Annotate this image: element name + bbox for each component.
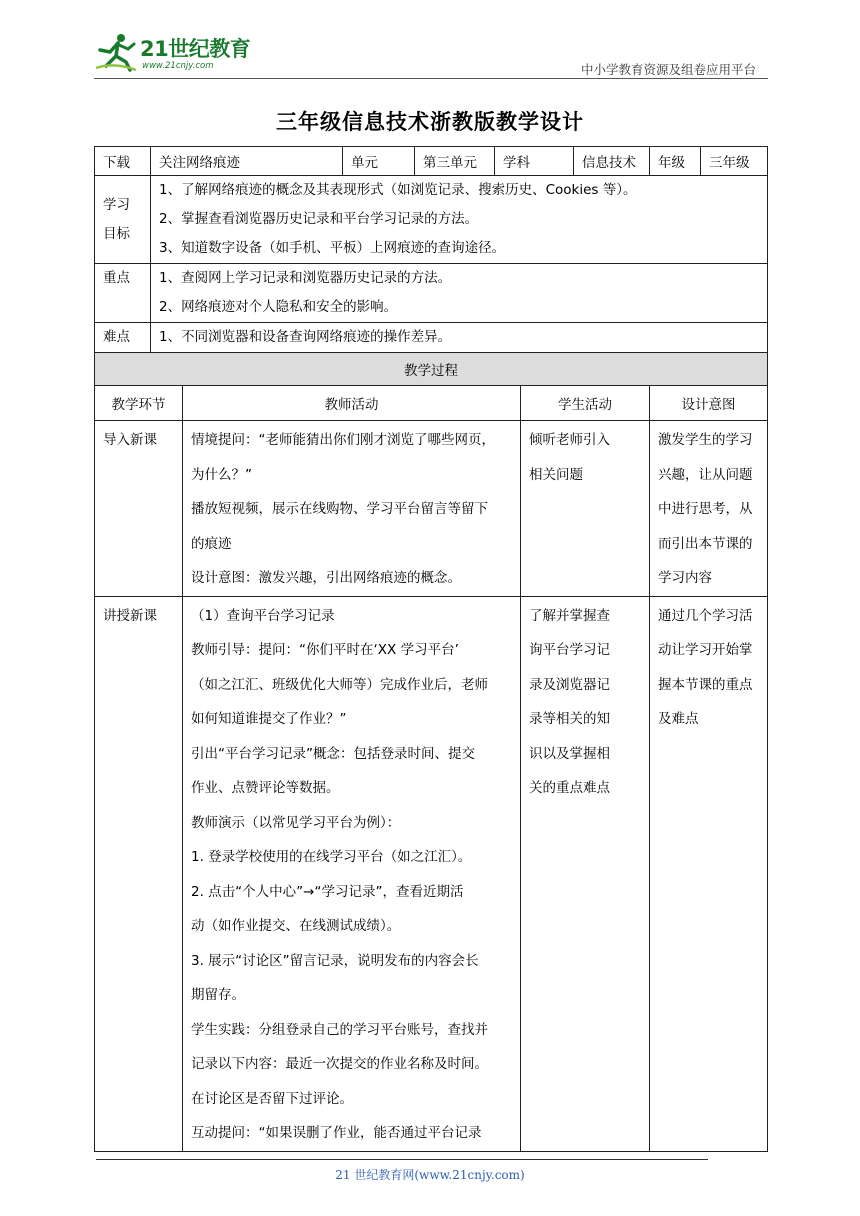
intent-line: 而引出本节课的 (658, 535, 753, 552)
process-header-row (95, 386, 768, 421)
teacher-line: 学生实践：分组登录自己的学习平台账号，查找并 (191, 1021, 488, 1038)
platform-name: 中小学教育资源及组卷应用平台 (580, 62, 756, 77)
goals-content (151, 176, 768, 264)
header-teacher: 教师活动 (183, 386, 521, 421)
lesson-plan-table (94, 146, 768, 1152)
info-subject-value: 信息技术 (574, 147, 650, 176)
page-header (94, 30, 768, 78)
teacher-line: 的痕迹 (191, 535, 232, 552)
teacher-line: 教师引导：提问：“你们平时在‘XX 学习平台’ (191, 642, 459, 658)
process-title-row (95, 353, 768, 386)
key-point-item: 2、网络痕迹对个人隐私和安全的影响。 (159, 299, 398, 315)
teacher-line: 在讨论区是否留下过评论。 (191, 1090, 353, 1107)
teacher-line: 引出“平台学习记录”概念：包括登录时间、提交 (191, 745, 475, 762)
teacher-line: 为什么？” (191, 466, 252, 483)
info-download-label: 下载 (95, 147, 151, 176)
intent-line: 及难点 (658, 711, 699, 727)
teacher-line: 期留存。 (191, 987, 245, 1003)
teacher-line: 动（如作业提交、在线测试成绩）。 (191, 918, 401, 934)
student-line: 了解并掌握查 (529, 607, 610, 624)
teacher-line: 1. 登录学校使用的在线学习平台（如之江汇）。 (191, 849, 472, 865)
difficulty-item: 1、不同浏览器和设备查询网络痕迹的操作差异。 (159, 329, 452, 345)
student-activity-cell (521, 421, 650, 597)
student-line: 询平台学习记 (529, 642, 610, 658)
intent-line: 兴趣，让从问题 (658, 466, 753, 483)
student-line: 录等相关的知 (529, 711, 610, 727)
teacher-line: 如何知道谁提交了作业？” (191, 711, 347, 727)
intent-line: 动让学习开始掌 (658, 642, 753, 658)
logo (94, 30, 264, 76)
teacher-line: 教师演示（以常见学习平台为例）： (191, 814, 401, 831)
teacher-line: 3. 展示“讨论区”留言记录，说明发布的内容会长 (191, 952, 479, 969)
student-activity-cell (521, 596, 650, 1151)
logo-text: 21世纪教育 (140, 37, 251, 61)
process-title: 教学过程 (95, 353, 768, 386)
key-points-label: 重点 (95, 264, 151, 323)
runner-logo-icon (94, 32, 138, 72)
info-unit-value: 第三单元 (415, 147, 495, 176)
stage-cell: 导入新课 (95, 421, 183, 597)
teacher-line: 作业、点赞评论等数据。 (191, 780, 340, 796)
goal-item: 2、掌握查看浏览器历史记录和平台学习记录的方法。 (159, 211, 479, 227)
footer-divider (96, 1159, 708, 1160)
difficulty-content (151, 323, 768, 353)
teacher-line: 情境提问：“老师能猜出你们刚才浏览了哪些网页， (191, 432, 495, 448)
process-row-new-lesson (95, 596, 768, 1151)
design-intent-cell (650, 421, 768, 597)
teacher-activity-cell (183, 596, 521, 1151)
teacher-line: 播放短视频，展示在线购物、学习平台留言等留下 (191, 501, 488, 517)
info-grade-label: 年级 (650, 147, 701, 176)
header-intent: 设计意图 (650, 386, 768, 421)
goal-item: 3、知道数字设备（如手机、平板）上网痕迹的查询途径。 (159, 240, 506, 256)
difficulty-row (95, 323, 768, 353)
teacher-line: 设计意图：激发兴趣，引出网络痕迹的概念。 (191, 570, 461, 586)
student-line: 识以及掌握相 (529, 745, 610, 762)
key-points-row (95, 264, 768, 323)
key-points-content (151, 264, 768, 323)
teacher-activity-cell (183, 421, 521, 597)
intent-line: 学习内容 (658, 570, 712, 586)
info-unit-label: 单元 (343, 147, 415, 176)
logo-url: www.21cnjy.com (142, 61, 214, 71)
header-divider (94, 78, 768, 79)
design-intent-cell (650, 596, 768, 1151)
teacher-line: 互动提问：“如果误删了作业，能否通过平台记录 (191, 1125, 482, 1141)
student-line: 关的重点难点 (529, 780, 610, 796)
header-stage: 教学环节 (95, 386, 183, 421)
page-title: 三年级信息技术浙教版教学设计 (276, 110, 584, 134)
footer-text: 21 世纪教育网(www.21cnjy.com) (335, 1168, 525, 1182)
header-student: 学生活动 (521, 386, 650, 421)
intent-line: 握本节课的重点 (658, 676, 753, 693)
info-topic: 关注网络痕迹 (151, 147, 343, 176)
info-grade-value: 三年级 (701, 147, 768, 176)
goals-label: 学习 目标 (95, 176, 151, 264)
difficulty-label: 难点 (95, 323, 151, 353)
teacher-line: （1）查询平台学习记录 (191, 607, 335, 624)
teacher-line: 2. 点击“个人中心”→“学习记录”，查看近期活 (191, 883, 464, 900)
intent-line: 激发学生的学习 (658, 432, 753, 448)
process-row-intro (95, 421, 768, 597)
stage-cell: 讲授新课 (95, 596, 183, 1151)
student-line: 录及浏览器记 (529, 676, 610, 693)
info-subject-label: 学科 (495, 147, 574, 176)
teacher-line: 记录以下内容：最近一次提交的作业名称及时间。 (191, 1056, 488, 1072)
intent-line: 通过几个学习活 (658, 607, 753, 624)
student-line: 倾听老师引入 (529, 432, 610, 448)
student-line: 相关问题 (529, 466, 583, 483)
info-row (95, 147, 768, 176)
goal-item: 1、了解网络痕迹的概念及其表现形式（如浏览记录、搜索历史、Cookies 等）。 (159, 182, 637, 198)
intent-line: 中进行思考，从 (658, 501, 753, 517)
teacher-line: （如之江汇、班级优化大师等）完成作业后，老师 (191, 676, 488, 693)
goals-row (95, 176, 768, 264)
key-point-item: 1、查阅网上学习记录和浏览器历史记录的方法。 (159, 270, 452, 286)
